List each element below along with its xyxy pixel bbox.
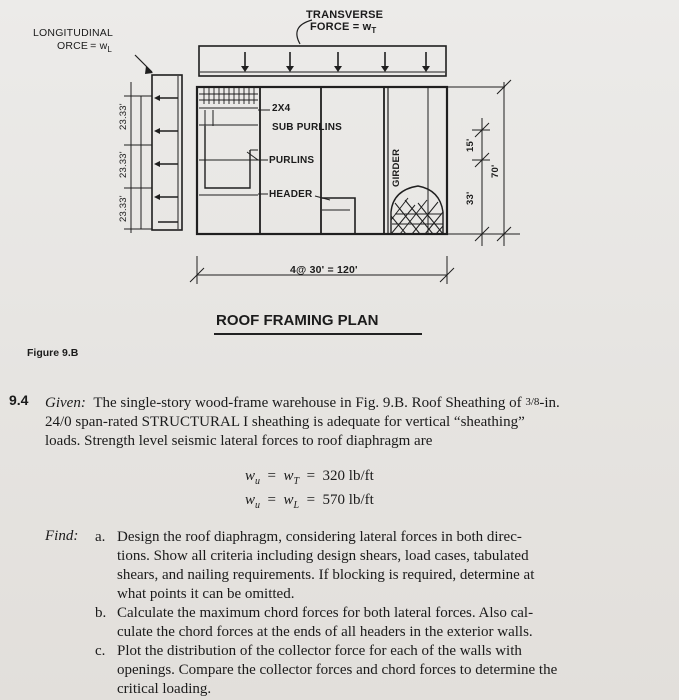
given-label: Given:	[45, 395, 86, 411]
eq1-equals-2: =	[302, 468, 319, 484]
dim-left-span-1: 23.33'	[118, 195, 129, 222]
find-item-a-line-1: Design the roof diaphragm, considering lateral forces in both direc-	[117, 529, 522, 545]
find-item-b-line-1: Calculate the maximum chord forces for both lateral forces. Also cal-	[117, 605, 534, 621]
find-item-a-marker: a.	[95, 529, 106, 545]
eq1-mid: w	[283, 468, 294, 484]
transverse-eq-sub: T	[371, 26, 377, 36]
find-item-c-line-2: openings. Compare the collector forces and chord forces to determine the	[117, 662, 558, 678]
find-item-c-marker: c.	[95, 643, 106, 659]
eq1-equals-1: =	[263, 468, 280, 484]
find-item-a-line-3: shears, and nailing requirements. If blocking is required, determine at	[117, 567, 535, 583]
dim-bays: 4@ 30' = 120'	[290, 264, 358, 276]
equation-transverse	[245, 468, 374, 487]
eq2-rhs: 570 lb/ft	[322, 492, 374, 508]
transverse-force-label	[306, 9, 383, 37]
eq1-mid-sub: T	[293, 476, 300, 487]
eq2-equals-2: =	[302, 492, 319, 508]
find-item-a	[95, 528, 660, 604]
label-purlins: PURLINS	[269, 155, 315, 166]
find-item-a-line-4: what points it can be omitted.	[117, 586, 295, 602]
figure-caption: Figure 9.B	[27, 347, 79, 359]
dim-left-span-3: 23.33'	[118, 103, 129, 130]
dim-left-span-2: 23.33'	[118, 151, 129, 178]
find-label: Find:	[45, 528, 79, 544]
find-item-c	[95, 642, 660, 699]
eq2-lhs: w	[245, 492, 256, 508]
find-item-a-line-2: tions. Show all criteria including design shears, load cases, tabulated	[117, 548, 529, 564]
transverse-equation	[310, 21, 383, 37]
eq1-lhs: w	[245, 468, 256, 484]
find-item-c-line-1: Plot the distribution of the collector force for each of the walls with	[117, 643, 522, 659]
given-paragraph	[45, 393, 665, 451]
longitudinal-force-label	[33, 27, 113, 56]
dim-right-70: 70'	[490, 164, 501, 178]
find-item-b-marker: b.	[95, 605, 107, 621]
longitudinal-partial: ORCE	[57, 40, 89, 52]
eq1-lhs-sub: u	[255, 476, 261, 487]
find-item-b-line-2: culate the chord forces at the ends of all headers in the exterior walls.	[117, 624, 533, 640]
given-line-1	[45, 393, 665, 413]
dim-right-15: 15'	[465, 138, 476, 152]
longitudinal-eq-sub: L	[107, 45, 113, 55]
longitudinal-eq-text: = w	[90, 40, 108, 52]
find-item-c-line-3: critical loading.	[117, 681, 212, 697]
label-sub-purlins: SUB PURLINS	[272, 122, 342, 133]
eq2-mid: w	[283, 492, 294, 508]
sheathing-fraction: 3/8	[525, 396, 540, 408]
label-2x4: 2X4	[272, 103, 291, 114]
given-line-3: loads. Strength level seismic lateral forces to roof diaphragm are	[45, 433, 433, 449]
longitudinal-equation	[57, 40, 113, 56]
plan-title-underline	[214, 333, 422, 335]
transverse-title: TRANSVERSE	[306, 9, 384, 21]
plan-title: ROOF FRAMING PLAN	[216, 312, 379, 329]
longitudinal-title: LONGITUDINAL	[33, 27, 113, 39]
eq2-lhs-sub: u	[255, 500, 261, 511]
given-line-2: 24/0 span-rated STRUCTURAL I sheathing is adequate for vertical “sheathing”	[45, 414, 525, 430]
eq2-equals-1: =	[263, 492, 280, 508]
eq2-mid-sub: L	[293, 500, 300, 511]
problem-number: 9.4	[9, 392, 29, 408]
label-header: HEADER	[269, 189, 313, 200]
equation-longitudinal	[245, 492, 374, 511]
transverse-eq-text: FORCE = w	[310, 21, 372, 33]
eq1-rhs: 320 lb/ft	[322, 468, 374, 484]
given-text-1b: -in.	[539, 395, 560, 411]
dim-right-33: 33'	[465, 191, 476, 205]
given-text-1: The single-story wood-frame warehouse in Fig. 9.B. Roof Sheathing of	[93, 395, 522, 411]
label-girder: GIRDER	[391, 148, 402, 187]
find-item-b	[95, 604, 660, 642]
